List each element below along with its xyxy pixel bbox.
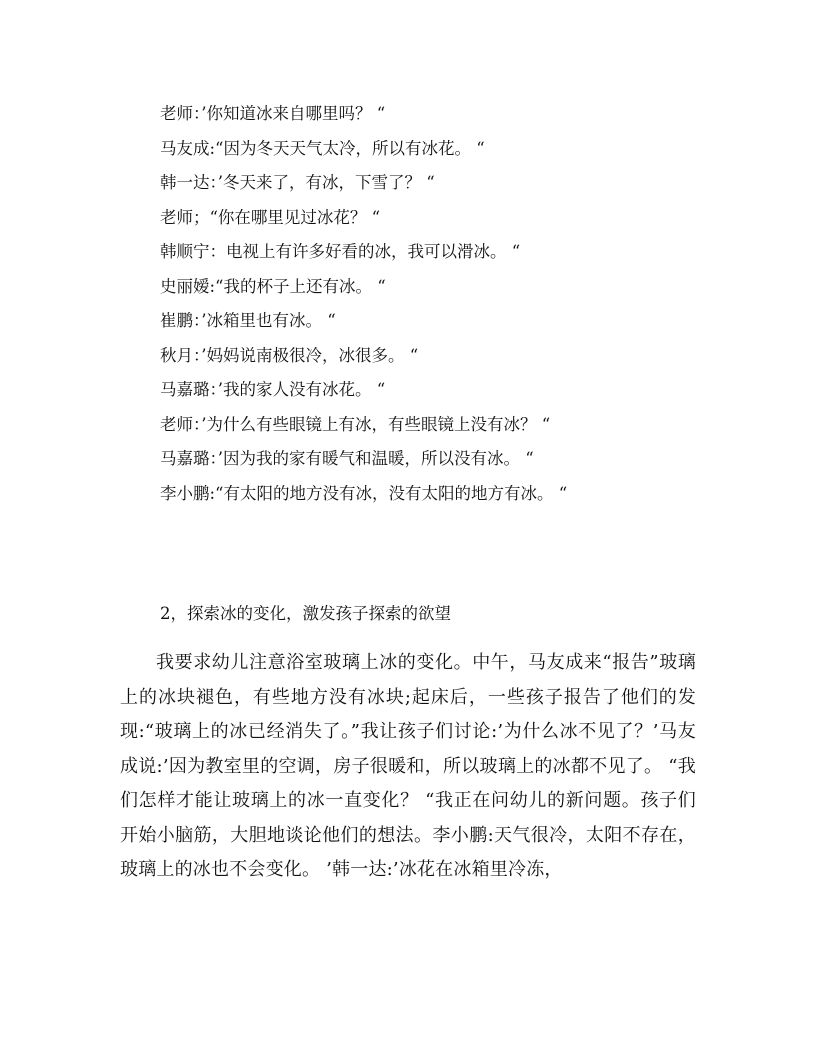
- dialogue-line: 崔鹏：’冰箱里也有冰。 “: [160, 311, 336, 330]
- dialogue-line: 秋月：’妈妈说南极很冷，冰很多。 “: [160, 345, 419, 365]
- dialogue-line: 史丽嫒:“我的杯子上还有冰。 “: [160, 276, 386, 296]
- dialogue-line: 韩一达：’冬天来了，有冰，下雪了？ “: [160, 173, 435, 192]
- dialogue-line: 李小鹏:“有太阳的地方没有冰，没有太阳的地方有冰。 “: [160, 483, 568, 503]
- dialogue-line: 马嘉璐：’因为我的家有暖气和温暖，所以没有冰。 “: [160, 449, 534, 468]
- dialogue-line: 老师：’你知道冰来自哪里吗？ “: [160, 104, 386, 123]
- dialogue-line: 马嘉璐：’我的家人没有冰花。 “: [160, 380, 386, 399]
- dialogue-list: [160, 104, 720, 518]
- body-paragraph: 我要求幼儿注意浴室玻璃上冰的变化。中午，马友成来“报告”玻璃上的冰块褪色，有些地方没有冰块;起床后，一些孩子报告了他们的发现:“玻璃上的冰已经消失了。”我让孩子们讨论:’为什么冰不见了？’马友成说:’因为教室里的空调，房子很暖和，所以玻璃上的冰都不见了。 “我们怎样才能让玻璃上的冰一直变化？ “我正在问幼儿的新问题。孩子们开始小脑筋，大胆地谈论他们的想法。李小鹏:天气很冷，太阳不存在，玻璃上的冰也不会变化。 ’韩一达:’冰花在冰箱里冷冻，: [120, 652, 696, 880]
- dialogue-line: 老师：’为什么有些眼镜上有冰，有些眼镜上没有冰？ “: [160, 414, 551, 434]
- dialogue-line: 老师；“你在哪里见过冰花？ “: [160, 207, 381, 227]
- dialogue-line: 马友成:“因为冬天天气太冷，所以有冰花。 “: [160, 138, 485, 158]
- dialogue-line: 韩顺宁：电视上有许多好看的冰，我可以滑冰。 “: [160, 242, 521, 261]
- section-heading: 2，探索冰的变化，激发孩子探索的欲望: [160, 604, 451, 623]
